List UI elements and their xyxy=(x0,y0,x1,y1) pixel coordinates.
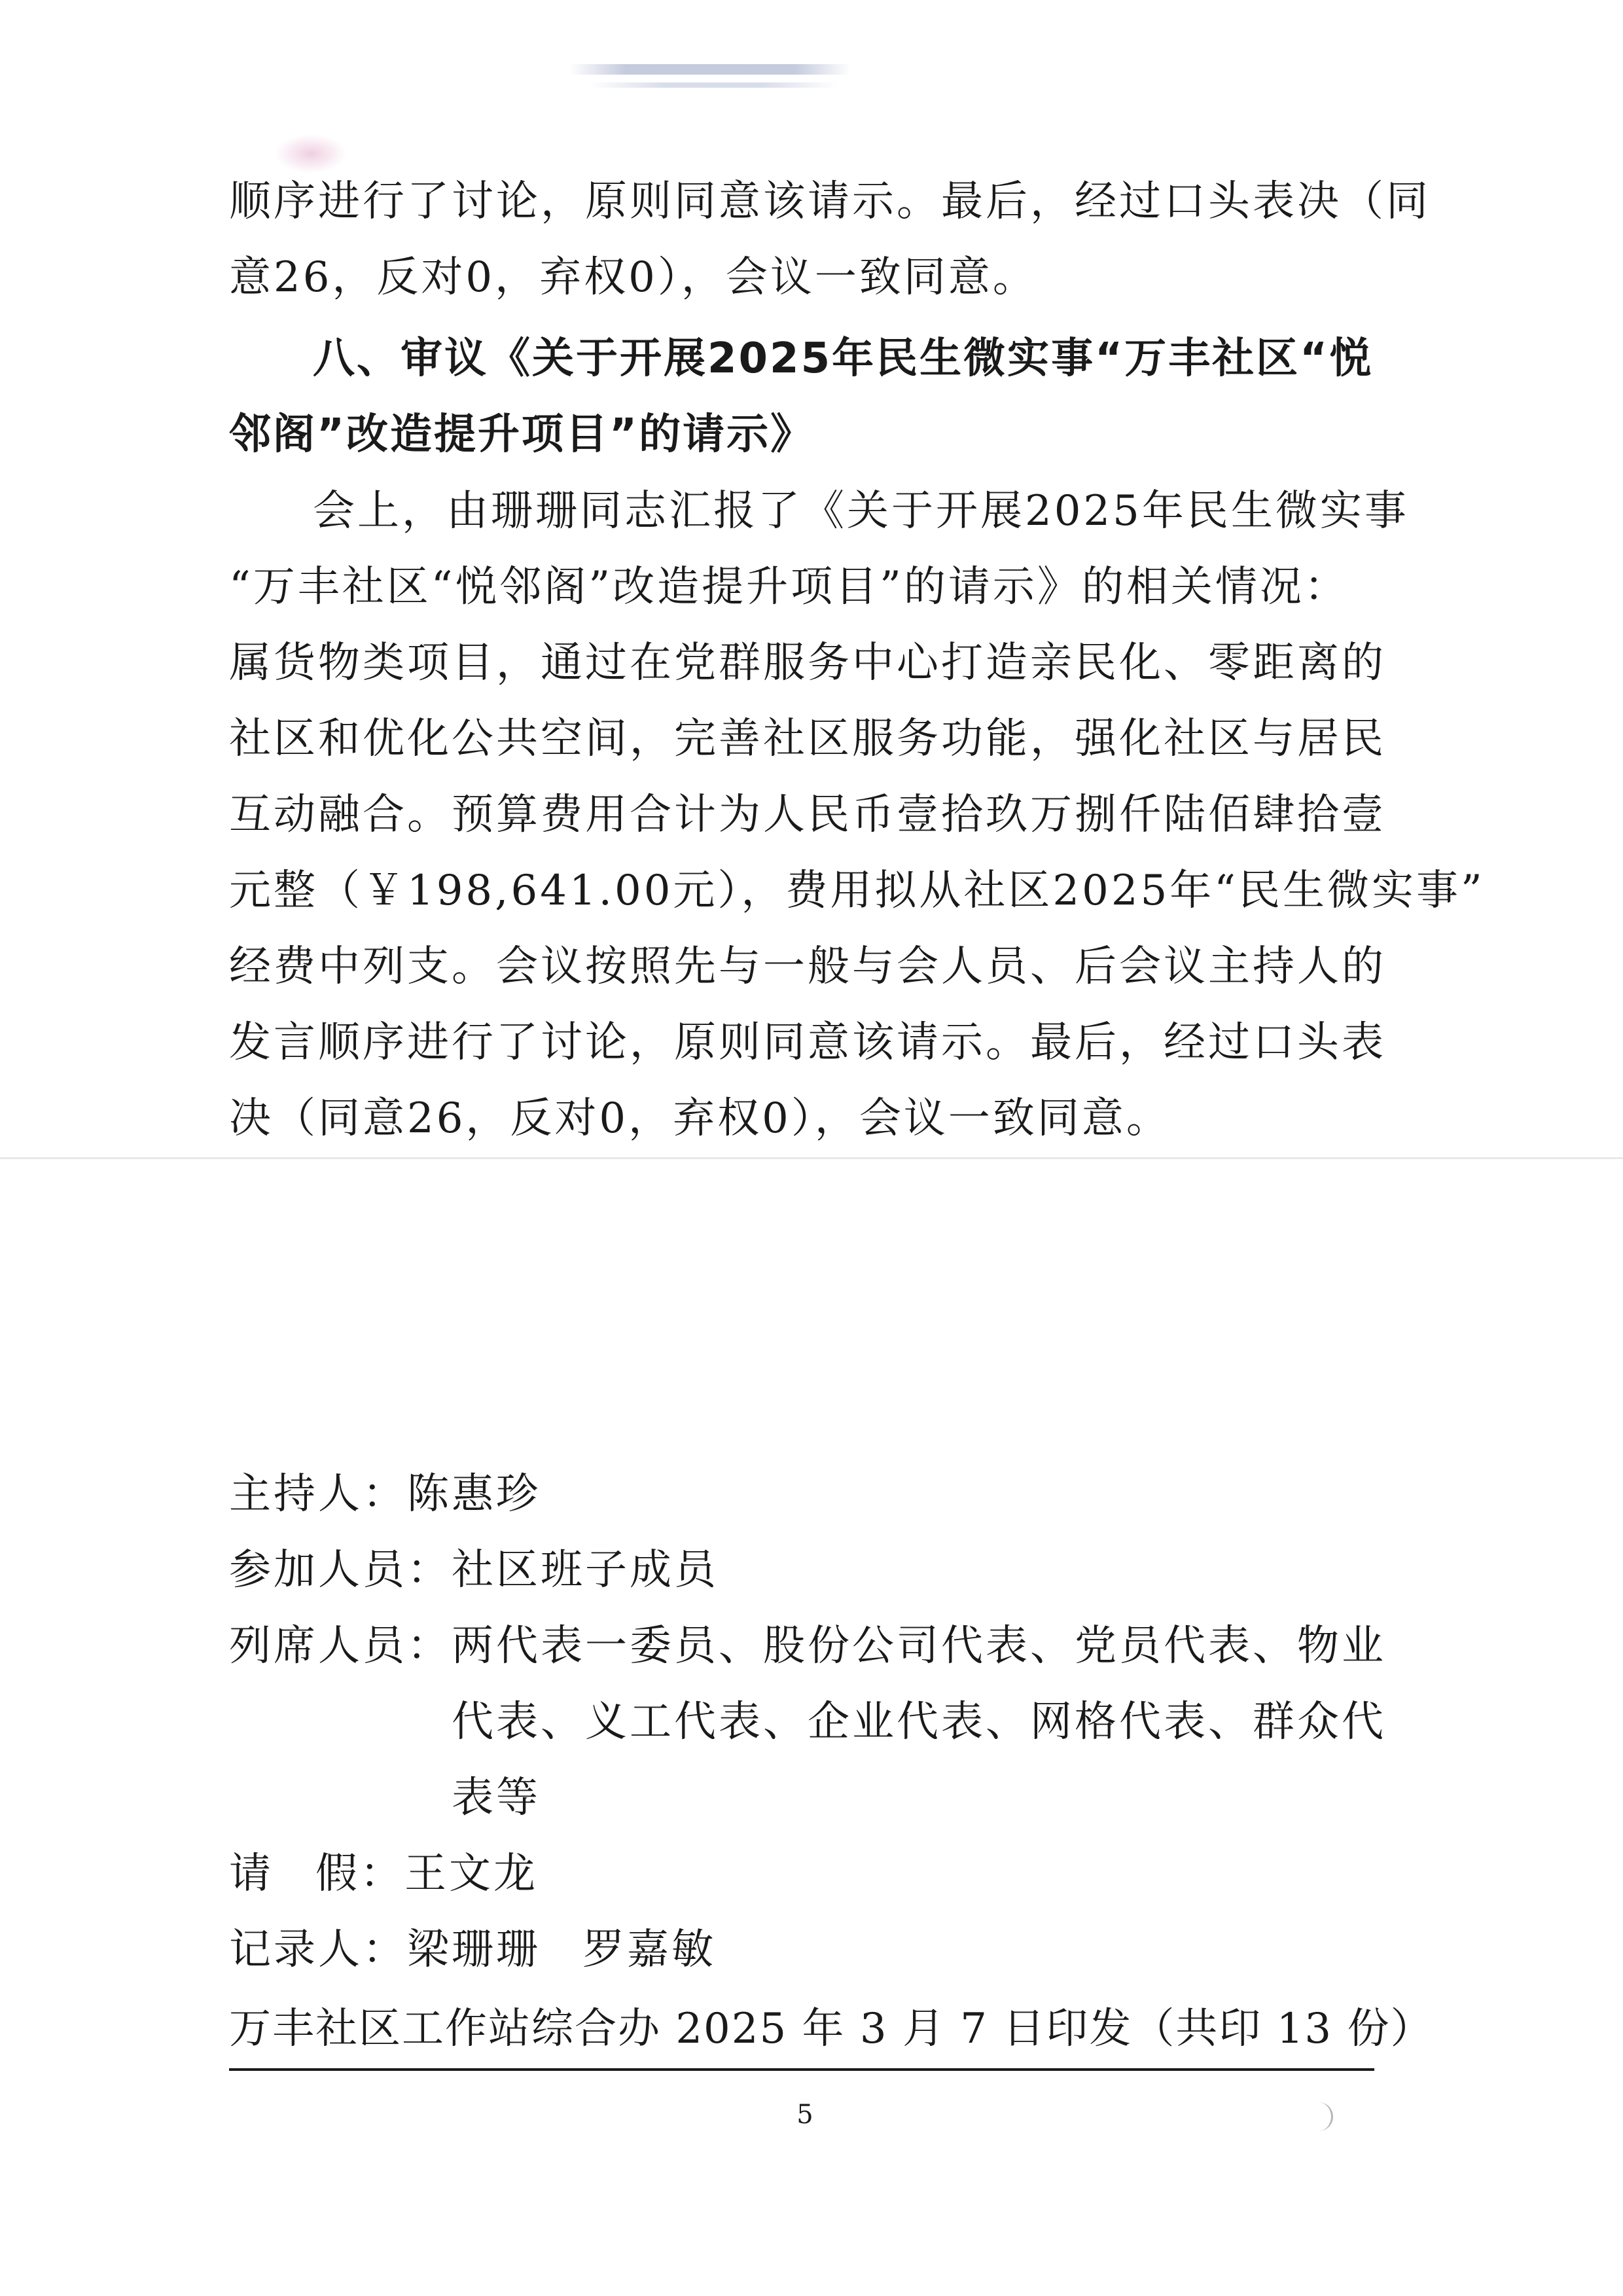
paragraph-report xyxy=(229,473,1485,1157)
paragraph-line: 会上，由珊珊同志汇报了《关于开展2025年民生微实事 xyxy=(313,487,1409,535)
recorder-row xyxy=(229,1912,1371,1988)
leave-label-part: 请 xyxy=(229,1850,274,1898)
paragraph-line: 元整（￥198,641.00元），费用拟从社区2025年“民生微实事” xyxy=(229,867,1485,915)
paragraph-line: 顺序进行了讨论，原则同意该请示。最后，经过口头表决（同 xyxy=(229,177,1431,226)
issue-footer: 万丰社区工作站综合办 2025 年 3 月 7 日印发（共印 13 份） xyxy=(229,2005,1434,2053)
paragraph-line: 社区和优化公共空间，完善社区服务功能，强化社区与居民 xyxy=(229,715,1386,763)
recorder-name: 梁珊珊 xyxy=(407,1926,541,1974)
observers-line: 两代表一委员、股份公司代表、党员代表、物业 xyxy=(452,1622,1386,1670)
scan-artifact-line xyxy=(0,1157,1623,1159)
paragraph-continuation xyxy=(229,164,1431,315)
recorder-label: 记录人： xyxy=(229,1926,407,1974)
heading-line: 八、审议《关于开展2025年民生微实事“万丰社区“悦 xyxy=(313,334,1374,383)
meeting-info xyxy=(229,1456,1386,1988)
attendees-label: 参加人员： xyxy=(229,1546,452,1594)
heading-line: 邻阁”改造提升项目”的请示》 xyxy=(229,410,815,459)
host-label: 主持人： xyxy=(229,1470,407,1518)
leave-label-part: 假： xyxy=(315,1850,404,1898)
footer-rule xyxy=(229,2068,1374,2071)
recorder-name: 罗嘉敏 xyxy=(582,1926,716,1974)
paragraph-line: 决（同意26，反对0，弃权0），会议一致同意。 xyxy=(229,1094,1171,1143)
observers-value xyxy=(452,1608,1386,1836)
scan-artifact-top xyxy=(569,64,851,75)
attendees-value: 社区班子成员 xyxy=(452,1546,719,1594)
paragraph-line: 互动融合。预算费用合计为人民币壹拾玖万捌仟陆佰肆拾壹 xyxy=(229,791,1386,839)
paragraph-line: 意26，反对0，弃权0），会议一致同意。 xyxy=(229,253,1037,302)
observers-line: 代表、义工代表、企业代表、网格代表、群众代 xyxy=(452,1698,1386,1746)
host-value: 陈惠珍 xyxy=(407,1470,541,1518)
page-number: 5 xyxy=(796,2100,813,2130)
leave-value: 王文龙 xyxy=(404,1850,538,1898)
paragraph-line: 经费中列支。会议按照先与一般与会人员、后会议主持人的 xyxy=(229,942,1386,991)
observers-row xyxy=(229,1608,1386,1836)
observers-line: 表等 xyxy=(452,1774,541,1822)
leave-label xyxy=(229,1836,404,1912)
section-heading xyxy=(229,321,1374,473)
scan-artifact-top-secondary xyxy=(589,82,838,88)
recorder-value xyxy=(407,1912,1371,1988)
leave-row xyxy=(229,1836,1371,1912)
paragraph-line: 属货物类项目，通过在党群服务中心打造亲民化、零距离的 xyxy=(229,639,1386,687)
attendees-row xyxy=(229,1532,1371,1608)
paragraph-line: 发言顺序进行了讨论，原则同意该请示。最后，经过口头表 xyxy=(229,1018,1386,1067)
corner-scan-mark xyxy=(1315,2102,1333,2131)
host-row xyxy=(229,1456,1371,1532)
observers-label: 列席人员： xyxy=(229,1622,452,1670)
paragraph-line: “万丰社区“悦邻阁”改造提升项目”的请示》的相关情况： xyxy=(229,563,1349,611)
